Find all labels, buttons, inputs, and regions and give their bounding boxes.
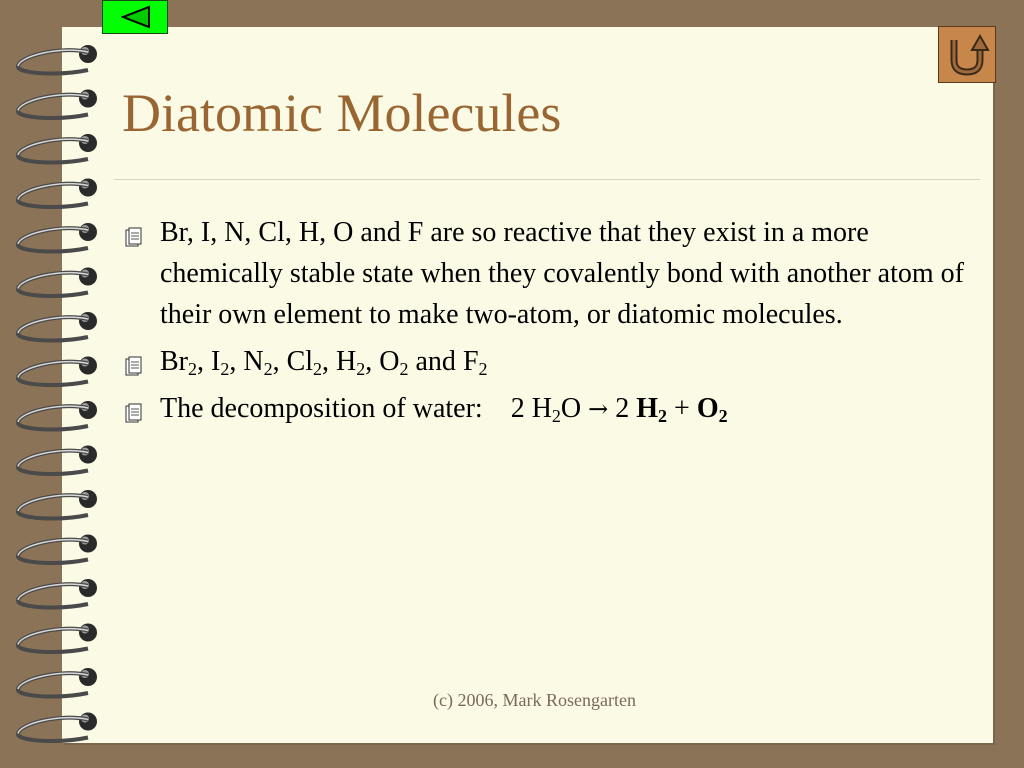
left-triangle-icon [121, 5, 151, 29]
notepad-bullet-icon [122, 400, 146, 424]
binding-ring [18, 535, 97, 563]
binding-ring [18, 312, 97, 340]
title-divider [114, 179, 980, 180]
return-button[interactable] [938, 26, 996, 83]
bullet-list [122, 212, 972, 436]
copyright-footer: (c) 2006, Mark Rosengarten [433, 690, 636, 710]
binding-ring [18, 713, 97, 741]
binding-ring [18, 268, 97, 296]
u-turn-icon [944, 32, 990, 78]
binding-ring [18, 90, 97, 118]
binding-ring [18, 668, 97, 696]
binding-ring [18, 401, 97, 429]
binding-ring [18, 45, 97, 73]
back-button[interactable] [102, 0, 168, 34]
list-item [122, 388, 972, 430]
formula-list: $Br_2$, $I_2$, $N_2$, $Cl_2$, $H_2$, $O_2$ and $F_2$ [160, 346, 488, 379]
binding-ring [18, 624, 97, 652]
bullet-text: Br, I, N, Cl, H, O and F are so reactive that they exist in a more chemically stable state when they covalently bond with another atom of their own element to make two-atom, or diatomic molecules. [160, 217, 964, 330]
binding-ring [18, 490, 97, 518]
notepad-bullet-icon [122, 353, 146, 377]
list-item [122, 341, 972, 382]
water-equation: The decomposition of water: 2 $H_2O \to 2$ $H_2 + O_2$ [160, 393, 728, 426]
binding-ring [18, 579, 97, 607]
binding-ring [18, 134, 97, 162]
list-item [122, 212, 972, 335]
binding-ring [18, 179, 97, 207]
page-title: Diatomic Molecules [122, 83, 562, 143]
spiral-binding [0, 0, 110, 768]
binding-ring [18, 357, 97, 385]
arrow-icon: → [588, 395, 609, 423]
notepad-bullet-icon [122, 224, 146, 248]
binding-ring [18, 223, 97, 251]
binding-ring [18, 446, 97, 474]
